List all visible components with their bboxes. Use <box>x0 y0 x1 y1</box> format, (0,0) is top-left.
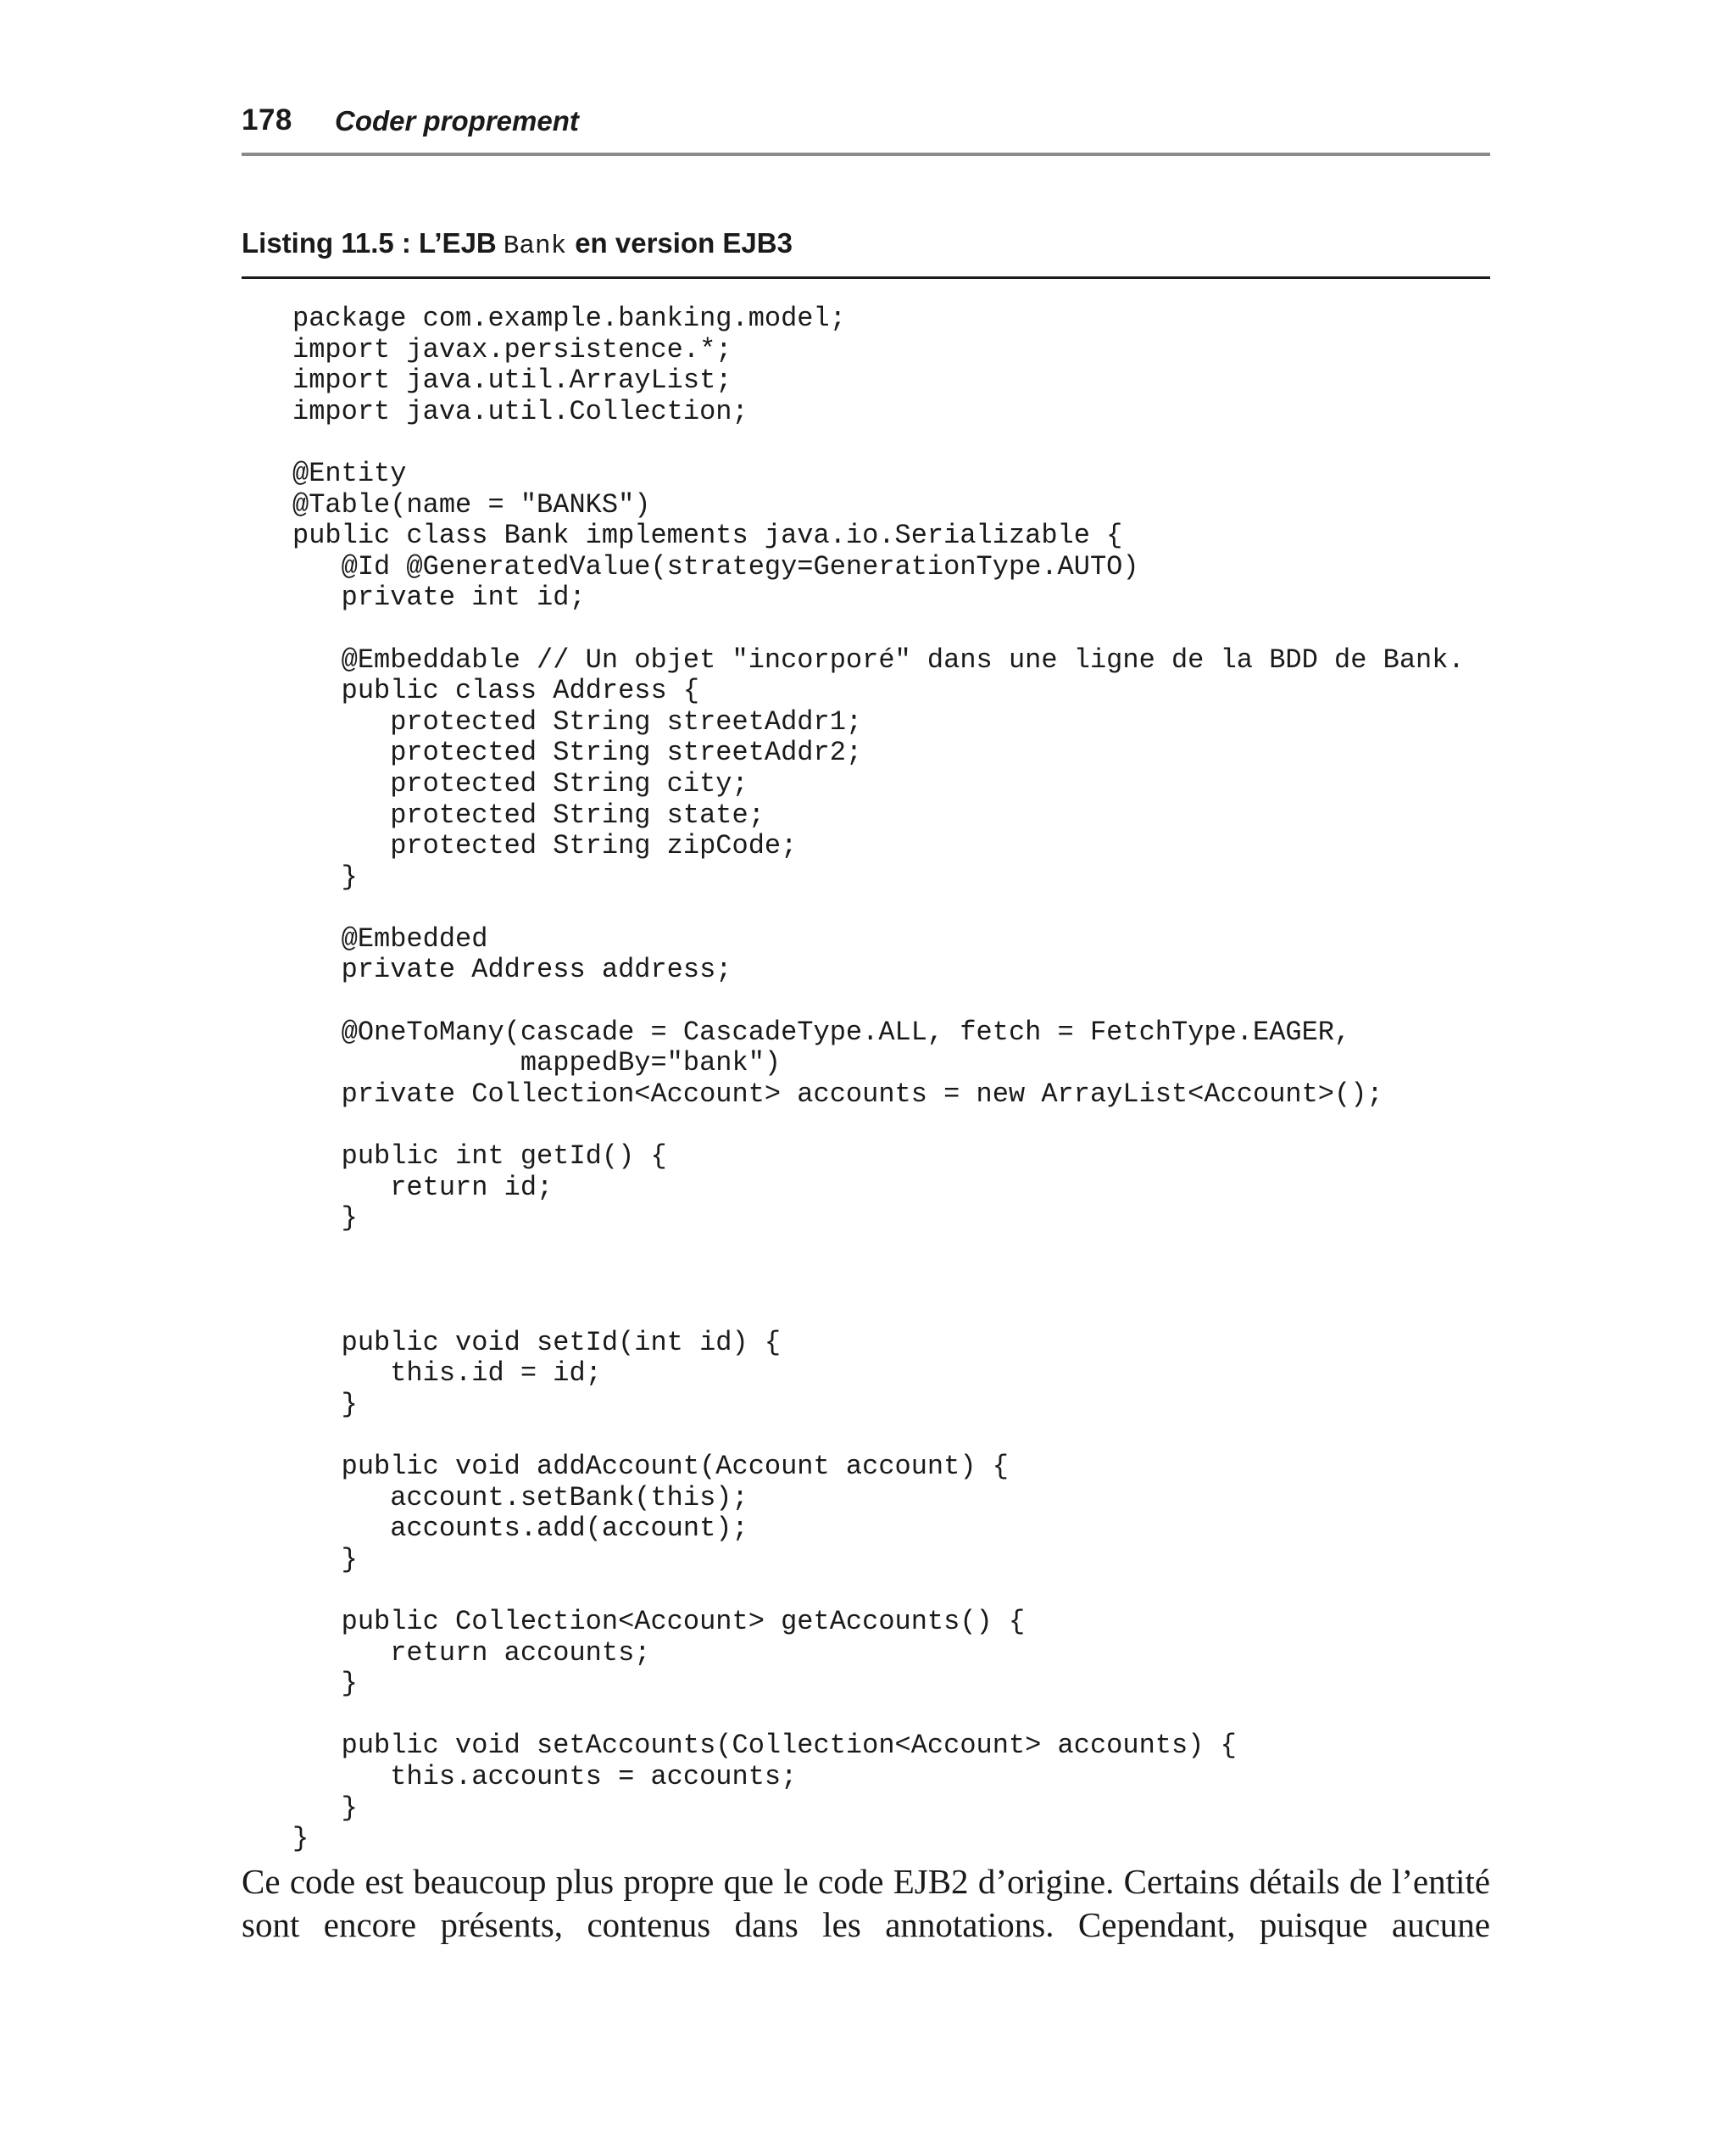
listing-caption-code: Bank <box>503 231 567 261</box>
code-line: this.accounts = accounts; <box>292 1760 798 1792</box>
code-line: @OneToMany(cascade = CascadeType.ALL, fetch = FetchType.EAGER, <box>292 1016 1351 1048</box>
code-line <box>292 893 1479 924</box>
code-line <box>292 1234 1479 1266</box>
code-line <box>292 1700 1479 1731</box>
code-line: package com.example.banking.model; <box>292 303 846 334</box>
code-line: protected String city; <box>292 767 748 800</box>
page-header <box>242 100 1490 156</box>
code-line: public void addAccount(Account account) { <box>292 1450 1009 1482</box>
code-line <box>292 427 1479 459</box>
code-line: private Address address; <box>292 954 732 986</box>
code-line: this.id = id; <box>292 1357 602 1390</box>
code-line <box>292 614 1479 645</box>
code-line: accounts.add(account); <box>292 1513 748 1545</box>
code-line: import javax.persistence.*; <box>292 333 732 365</box>
code-line: public void setAccounts(Collection<Account> accounts) { <box>292 1730 1237 1762</box>
code-line: @Id @GeneratedValue(strategy=GenerationType.AUTO) <box>292 550 1139 582</box>
code-line: account.setBank(this); <box>292 1481 748 1513</box>
code-listing <box>292 304 1479 1855</box>
code-line: protected String streetAddr2; <box>292 737 863 769</box>
code-line: @Entity <box>292 457 407 489</box>
code-line: } <box>292 1792 358 1824</box>
code-line: @Embedded <box>292 922 488 955</box>
body-paragraph <box>242 1860 1490 1947</box>
code-line: public class Address { <box>292 675 700 707</box>
code-line <box>292 1296 1479 1328</box>
code-line: } <box>292 861 358 893</box>
code-line: } <box>292 1388 358 1420</box>
running-title: Coder proprement <box>335 105 579 137</box>
code-line: public int getId() { <box>292 1140 667 1173</box>
code-line: private Collection<Account> accounts = new ArrayList<Account>(); <box>292 1078 1383 1110</box>
code-line <box>292 1265 1479 1296</box>
code-line: public class Bank implements java.io.Serializable { <box>292 520 1123 552</box>
code-line: } <box>292 1543 358 1575</box>
listing-caption-prefix: Listing 11.5 : L’EJB <box>242 227 497 259</box>
code-line <box>292 1110 1479 1141</box>
code-line <box>292 1575 1479 1607</box>
code-line: } <box>292 1823 309 1855</box>
body-paragraph-line-1: Ce code est beaucoup plus propre que le code EJB2 d’origine. Certains détails de <box>242 1862 1383 1901</box>
code-line <box>292 986 1479 1017</box>
code-line: public void setId(int id) { <box>292 1326 782 1358</box>
page-number: 178 <box>242 103 292 137</box>
code-line: return id; <box>292 1171 554 1203</box>
code-line: } <box>292 1668 358 1700</box>
code-line: protected String zipCode; <box>292 830 798 862</box>
code-line: @Table(name = "BANKS") <box>292 488 651 521</box>
code-line: protected String streetAddr1; <box>292 705 863 738</box>
code-line: @Embeddable // Un objet "incorporé" dans une ligne de la BDD de Bank. <box>292 644 1465 676</box>
listing-caption <box>242 227 1490 279</box>
code-line: mappedBy="bank") <box>292 1047 782 1079</box>
code-line: private int id; <box>292 582 586 614</box>
code-line <box>292 1420 1479 1452</box>
code-line: import java.util.Collection; <box>292 395 748 427</box>
code-line: import java.util.ArrayList; <box>292 365 732 397</box>
listing-caption-suffix: en version EJB3 <box>575 227 793 259</box>
code-line: protected String state; <box>292 799 765 831</box>
code-line: return accounts; <box>292 1636 651 1669</box>
code-line: } <box>292 1202 358 1234</box>
code-line: public Collection<Account> getAccounts() { <box>292 1605 1026 1637</box>
body-paragraph-line-2: l’entité sont encore présents, contenus dans les annotations. Cependant, puisque aucune <box>242 1862 1491 1944</box>
